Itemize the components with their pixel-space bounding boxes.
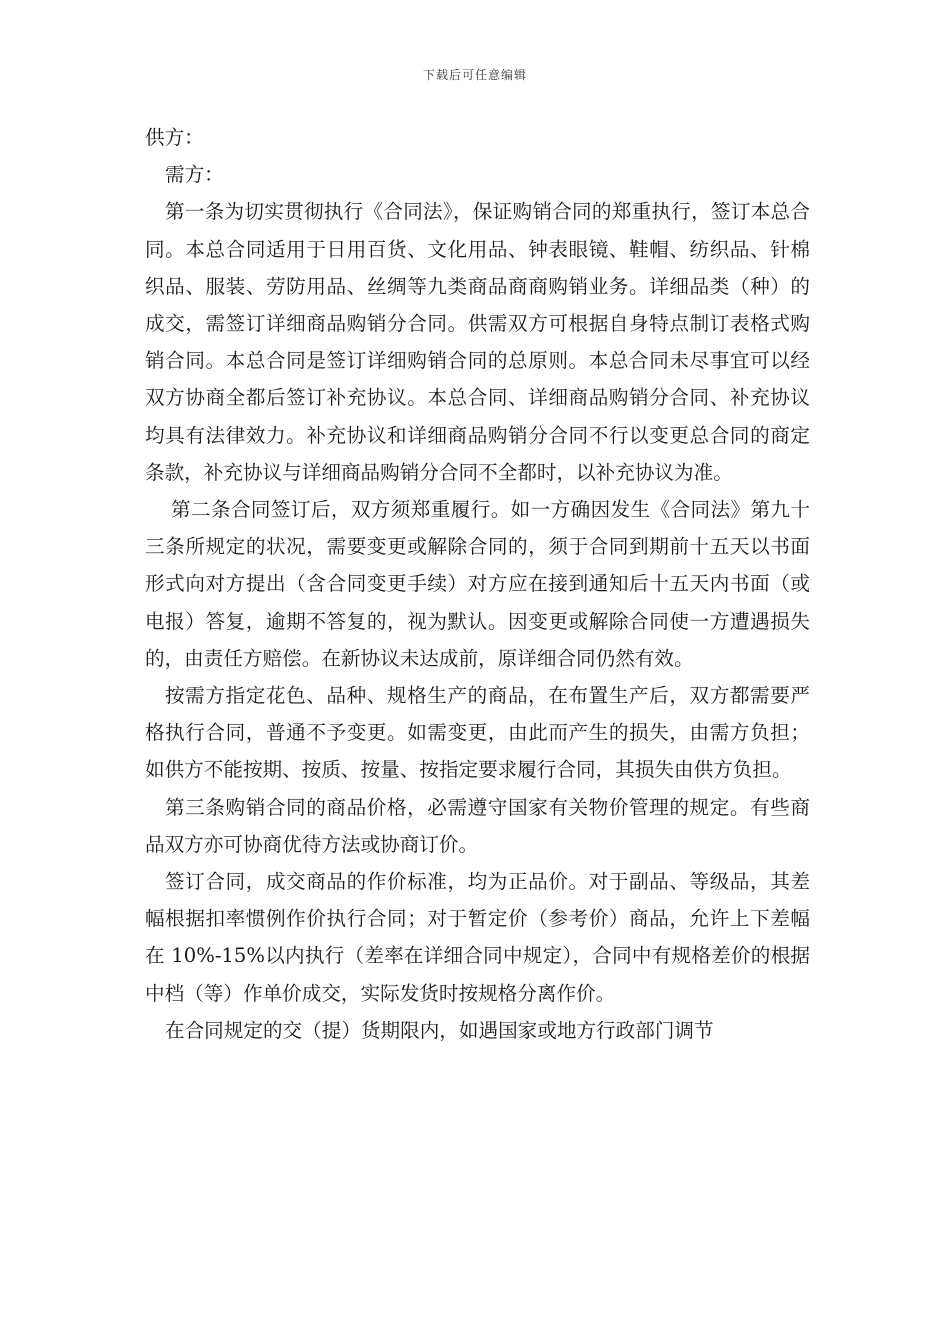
- custom-production-paragraph: 按需方指定花色、品种、规格生产的商品，在布置生产后，双方都需要严格执行合同，普通不予变更。如需变更，由此而产生的损失，由需方负担；如供方不能按期、按质、按量、按指定要求履行合同，其损失由供方负担。: [145, 684, 810, 782]
- pricing-standard-paragraph: 签订合同，成交商品的作价标准，均为正品价。对于副品、等级品，其差幅根据扣率惯例作价执行合同；对于暂定价（参考价）商品，允许上下差幅在 10%-15%以内执行（差率在详细合同中规定），合同中有规格差价的根据中档（等）作单价成交，实际发货时按规格分离作价。: [145, 870, 810, 1005]
- article-one-paragraph: 第一条为切实贯彻执行《合同法》，保证购销合同的郑重执行，签订本总合同。本总合同适用于日用百货、文化用品、钟表眼镜、鞋帽、纺织品、针棉织品、服装、劳防用品、丝绸等九类商品商商购销业务。详细品类（种）的成交，需签订详细商品购销分合同。供需双方可根据自身特点制订表格式购销合同。本总合同是签订详细购销合同的总原则。本总合同未尽事宜可以经双方协商全都后签订补充协议。本总合同、详细商品购销分合同、补充协议均具有法律效力。补充协议和详细商品购销分合同不行以变更总合同的商定条款，补充协议与详细商品购销分合同不全都时，以补充协议为准。: [145, 200, 810, 484]
- supplier-label: 供方：: [145, 126, 204, 149]
- document-body: [145, 119, 810, 1049]
- buyer-label: 需方：: [165, 163, 224, 187]
- article-two-paragraph: 第二条合同签订后，双方须郑重履行。如一方确因发生《合同法》第九十三条所规定的状况，需要变更或解除合同的，须于合同到期前十五天以书面形式向对方提出（含合同变更手续）对方应在接到通知后十五天内书面（或电报）答复，逾期不答复的，视为默认。因变更或解除合同使一方遭遇损失的，由责任方赔偿。在新协议未达成前，原详细合同仍然有效。: [145, 498, 810, 670]
- article-three-paragraph: 第三条购销合同的商品价格，必需遵守国家有关物价管理的规定。有些商品双方亦可协商优待方法或协商订价。: [145, 795, 810, 856]
- page-header-note: 下载后可任意编辑: [422, 68, 527, 82]
- delivery-period-paragraph: 在合同规定的交（提）货期限内，如遇国家或地方行政部门调节: [165, 1018, 714, 1042]
